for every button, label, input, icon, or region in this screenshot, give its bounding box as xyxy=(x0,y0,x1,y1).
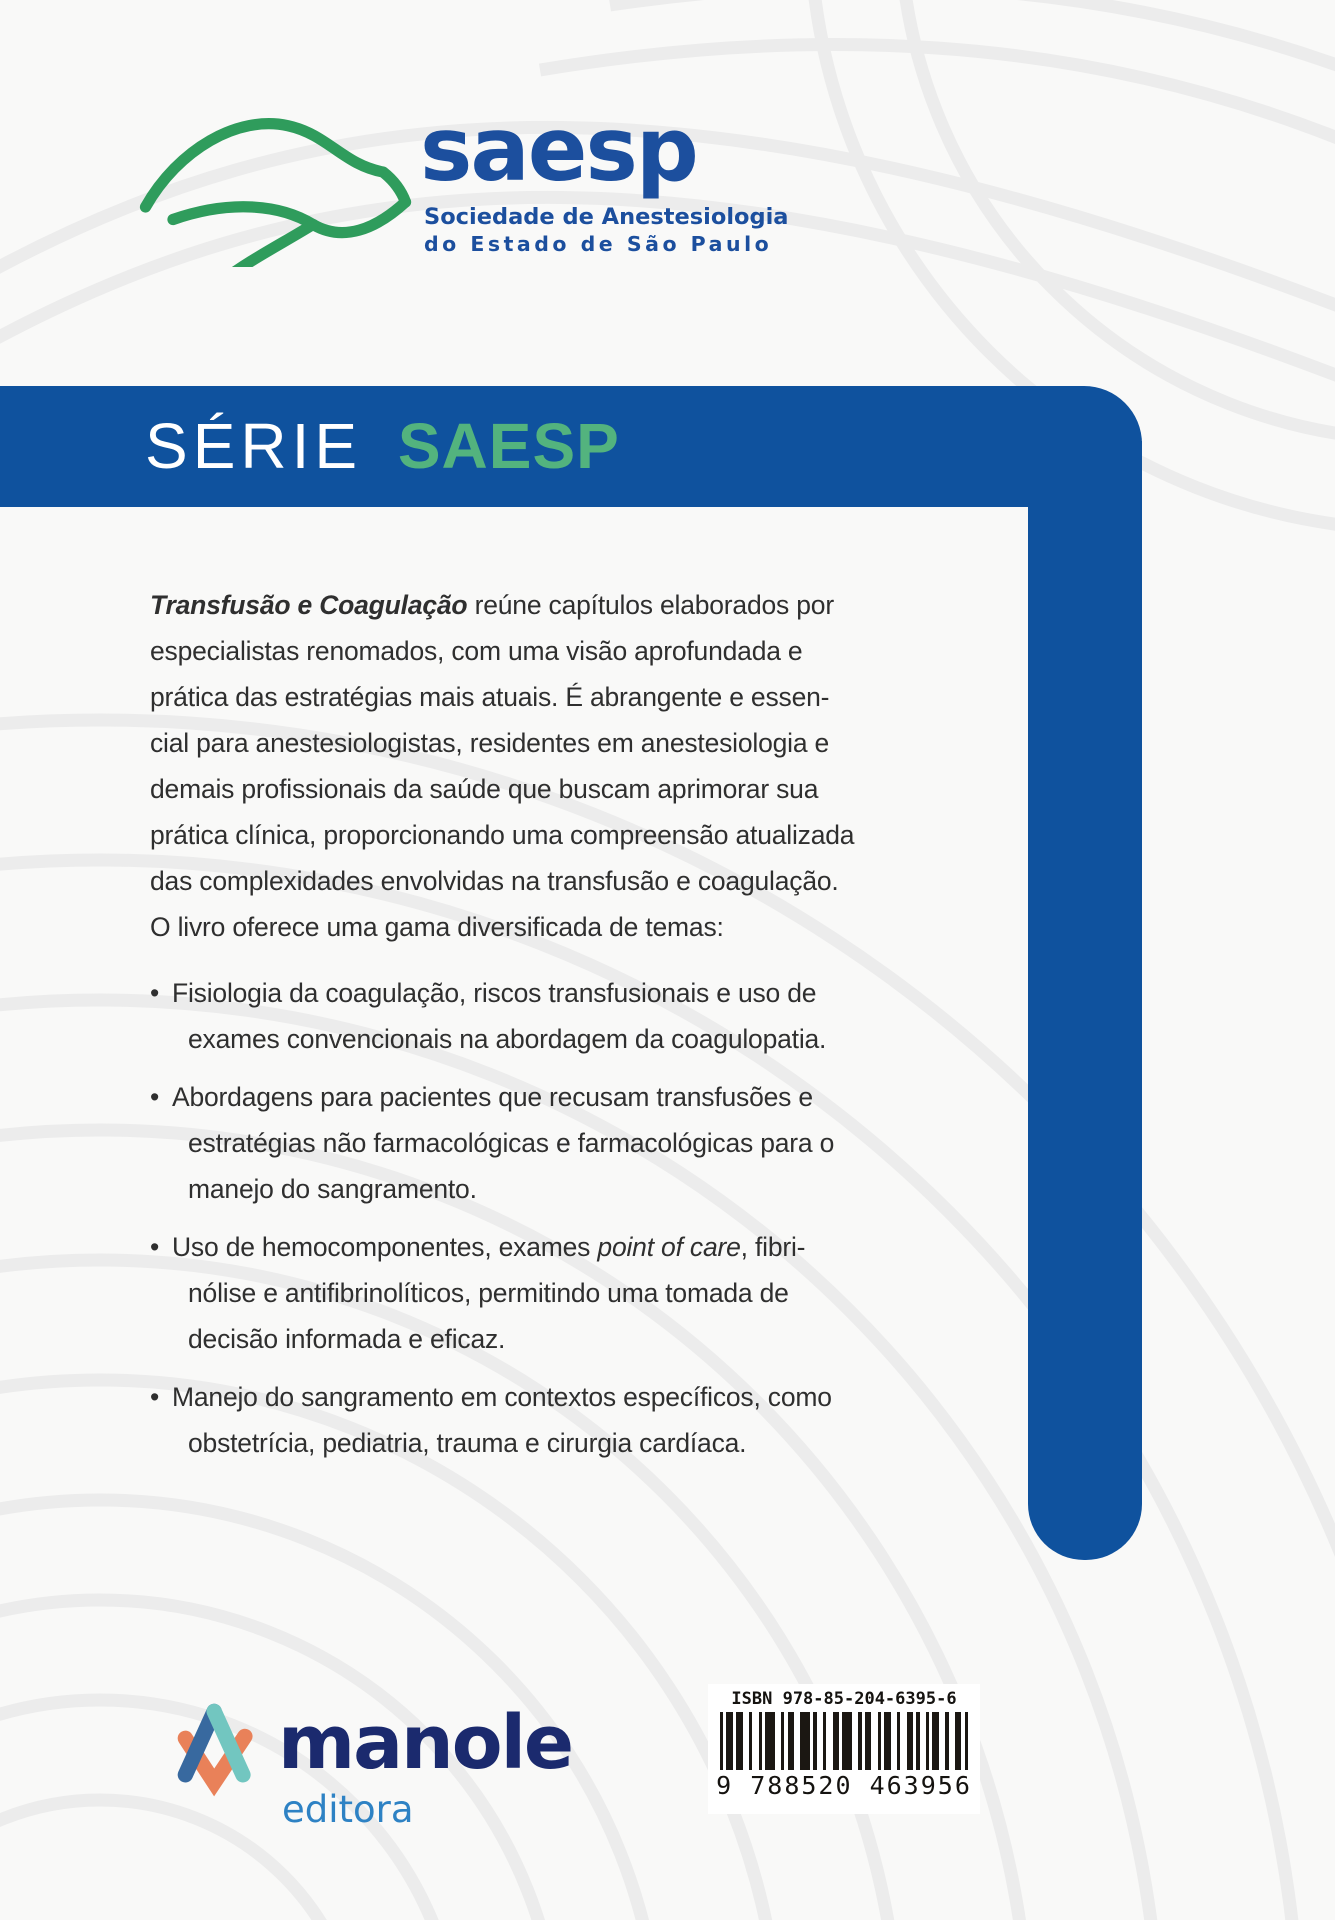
intro-line: prática clínica, proporcionando uma compreensão atualizada xyxy=(150,820,855,850)
saesp-wordmark: saesp xyxy=(420,98,697,201)
saesp-wave-icon xyxy=(128,92,418,267)
manole-tagline: editora xyxy=(282,1788,414,1831)
book-description xyxy=(150,582,910,1478)
right-accent-bar xyxy=(1028,441,1142,1560)
bullet-item xyxy=(150,970,910,1062)
intro-line: especialistas renomados, com uma visão aprofundada e xyxy=(150,636,803,666)
isbn-barcode xyxy=(708,1684,980,1814)
bullet-line: • Abordagens para pacientes que recusam transfusões e xyxy=(150,1074,910,1120)
series-banner xyxy=(0,386,1142,507)
bullet-marker: • xyxy=(150,978,160,1008)
bullet-line: • Uso de hemocomponentes, exames point of care, fibri- xyxy=(150,1224,910,1270)
intro-line: das complexidades envolvidas na transfusão e coagulação. xyxy=(150,866,839,896)
bullet-line: estratégias não farmacológicas e farmacológicas para o xyxy=(188,1128,835,1158)
series-title xyxy=(145,386,620,507)
bullet-line: exames convencionais na abordagem da coagulopatia. xyxy=(188,1024,827,1054)
saesp-subtitle-line2: do Estado de São Paulo xyxy=(424,232,773,256)
intro-line: demais profissionais da saúde que buscam aprimorar sua xyxy=(150,774,819,804)
bullet-marker: • xyxy=(150,1082,160,1112)
series-label: SÉRIE xyxy=(145,410,363,482)
bullet-item xyxy=(150,1374,910,1466)
bullet-list xyxy=(150,970,910,1466)
bullet-line: decisão informada e eficaz. xyxy=(188,1324,506,1354)
intro-line: O livro oferece uma gama diversificada de temas: xyxy=(150,912,724,942)
bullet-line: nólise e antifibrinolíticos, permitindo uma tomada de xyxy=(188,1278,789,1308)
bullet-line: obstetrícia, pediatria, trauma e cirurgia cardíaca. xyxy=(188,1428,747,1458)
bullet-marker: • xyxy=(150,1232,160,1262)
bullet-line: • Manejo do sangramento em contextos específicos, como xyxy=(150,1374,910,1420)
isbn-number: 9 788520 463956 xyxy=(716,1771,972,1800)
intro-line: cial para anestesiologistas, residentes em anestesiologia e xyxy=(150,728,830,758)
bullet-item xyxy=(150,1224,910,1362)
intro-line-text: reúne capítulos elaborados por xyxy=(467,590,834,620)
bullet-marker: • xyxy=(150,1382,160,1412)
bullet-line: manejo do sangramento. xyxy=(188,1174,477,1204)
bullet-line: • Fisiologia da coagulação, riscos transfusionais e uso de xyxy=(150,970,910,1016)
saesp-subtitle-line1: Sociedade de Anestesiologia xyxy=(424,204,789,230)
barcode-bars xyxy=(720,1712,968,1770)
series-name: SAESP xyxy=(397,410,620,482)
isbn-label: ISBN 978-85-204-6395-6 xyxy=(731,1689,957,1709)
intro-line: prática das estratégias mais atuais. É abrangente e essen- xyxy=(150,682,830,712)
intro-line xyxy=(150,582,910,628)
bullet-item xyxy=(150,1074,910,1212)
book-title: Transfusão e Coagulação xyxy=(150,590,468,620)
manole-wordmark: manole xyxy=(278,1700,573,1786)
manole-m-icon xyxy=(170,1694,266,1798)
